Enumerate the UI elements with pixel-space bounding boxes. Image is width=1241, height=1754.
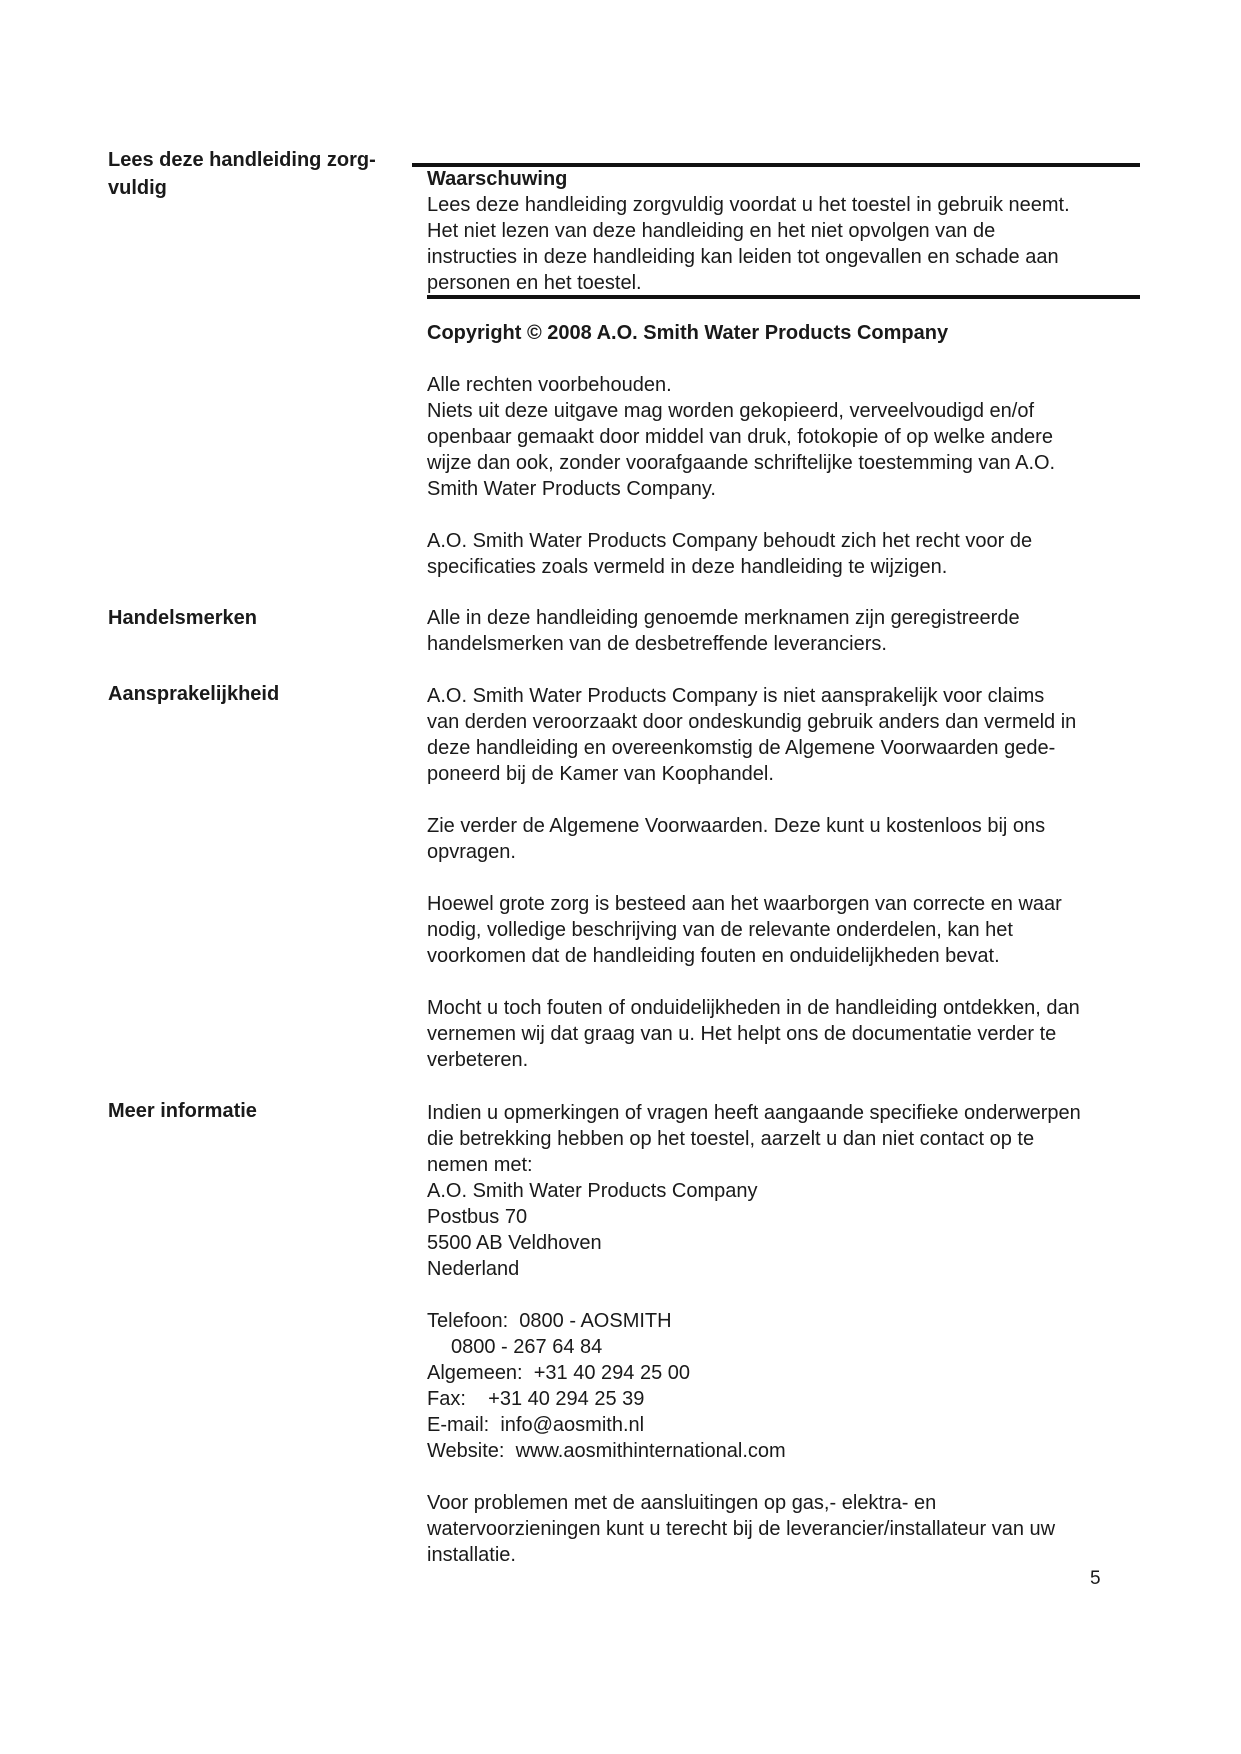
trademarks-line: handelsmerken van de desbetreffende leveranciers. — [427, 633, 887, 655]
contact-website — [427, 1438, 1137, 1464]
website-link[interactable]: www.aosmithinternational.com — [515, 1440, 786, 1462]
liability-line: poneerd bij de Kamer van Koophandel. — [427, 763, 774, 785]
phone-number[interactable]: +31 40 294 25 00 — [533, 1362, 691, 1384]
more-info-final-line: Voor problemen met de aansluitingen op gas,- elektra- en — [427, 1492, 937, 1514]
contact-label: Website: — [427, 1440, 505, 1462]
warning-title: Waarschuwing — [427, 168, 568, 190]
liability-line: nodig, volledige beschrijving van de relevante onderdelen, kan het — [427, 919, 1013, 941]
contact-email — [427, 1412, 1137, 1438]
trademarks-line: Alle in deze handleiding genoemde merknamen zijn geregistreerde — [427, 607, 1020, 629]
contact-fax — [427, 1386, 1137, 1412]
warning-line: instructies in deze handleiding kan leiden tot ongevallen en schade aan — [427, 246, 1059, 268]
address-line: Postbus 70 — [427, 1206, 528, 1228]
liability-line: verbeteren. — [427, 1049, 529, 1071]
liability-line: opvragen. — [427, 841, 516, 863]
section-title-line: vuldig — [108, 177, 167, 199]
liability-line: Mocht u toch fouten of onduidelijkheden in de handleiding ontdekken, dan — [427, 997, 1080, 1019]
fax-number: +31 40 294 25 39 — [488, 1388, 645, 1410]
section-title-read-manual — [108, 146, 376, 202]
more-info-block — [427, 1100, 1137, 1568]
section-title-trademarks: Handelsmerken — [108, 607, 257, 629]
copyright-line: Smith Water Products Company. — [427, 478, 716, 500]
liability-line: voorkomen dat de handleiding fouten en onduidelijkheden bevat. — [427, 945, 1000, 967]
contact-label: Algemeen: — [427, 1362, 523, 1384]
liability-block — [427, 683, 1137, 1073]
section-title-more-info: Meer informatie — [108, 1100, 257, 1122]
copyright-block — [427, 320, 1137, 580]
warning-bottom-rule — [427, 295, 1140, 299]
copyright-change-line: specificaties zoals vermeld in deze handleiding te wijzigen. — [427, 556, 948, 578]
contact-general — [427, 1360, 1137, 1386]
page-number: 5 — [1090, 1568, 1101, 1589]
warning-block — [427, 166, 1137, 296]
phone-number[interactable]: 0800 - 267 64 84 — [451, 1336, 603, 1358]
contact-label: Telefoon: — [427, 1310, 509, 1332]
copyright-rights: Alle rechten voorbehouden. — [427, 374, 672, 396]
more-info-line: die betrekking hebben op het toestel, aarzelt u dan niet contact op te — [427, 1128, 1035, 1150]
warning-line: Het niet lezen van deze handleiding en het niet opvolgen van de — [427, 220, 996, 242]
liability-line: A.O. Smith Water Products Company is niet aansprakelijk voor claims — [427, 685, 1045, 707]
warning-line: personen en het toestel. — [427, 272, 642, 294]
copyright-line: Niets uit deze uitgave mag worden gekopieerd, verveelvoudigd en/of — [427, 400, 1035, 422]
more-info-final-line: installatie. — [427, 1544, 516, 1566]
contact-phone-alt — [427, 1334, 1137, 1360]
warning-line: Lees deze handleiding zorgvuldig voordat u het toestel in gebruik neemt. — [427, 194, 1070, 216]
copyright-line: wijze dan ook, zonder voorafgaande schriftelijke toestemming van A.O. — [427, 452, 1056, 474]
copyright-line: openbaar gemaakt door middel van druk, fotokopie of op welke andere — [427, 426, 1053, 448]
contact-phone — [427, 1308, 1137, 1334]
more-info-line: nemen met: — [427, 1154, 533, 1176]
contact-label: E-mail: — [427, 1414, 490, 1436]
liability-line: van derden veroorzaakt door ondeskundig gebruik anders dan vermeld in — [427, 711, 1077, 733]
section-title-liability: Aansprakelijkheid — [108, 683, 280, 705]
address-line: A.O. Smith Water Products Company — [427, 1180, 758, 1202]
liability-line: Hoewel grote zorg is besteed aan het waarborgen van correcte en waar — [427, 893, 1062, 915]
address-line: 5500 AB Veldhoven — [427, 1232, 602, 1254]
liability-line: deze handleiding en overeenkomstig de Algemene Voorwaarden gede- — [427, 737, 1056, 759]
copyright-change-line: A.O. Smith Water Products Company behoudt zich het recht voor de — [427, 530, 1033, 552]
copyright-title: Copyright © 2008 A.O. Smith Water Products Company — [427, 322, 949, 344]
liability-line: Zie verder de Algemene Voorwaarden. Deze kunt u kostenloos bij ons — [427, 815, 1046, 837]
email-link[interactable]: info@aosmith.nl — [500, 1414, 645, 1436]
address-line: Nederland — [427, 1258, 520, 1280]
more-info-final-line: watervoorzieningen kunt u terecht bij de leverancier/installateur van uw — [427, 1518, 1056, 1540]
liability-line: vernemen wij dat graag van u. Het helpt ons de documentatie verder te — [427, 1023, 1057, 1045]
trademarks-block — [427, 605, 1137, 657]
phone-number[interactable]: 0800 - AOSMITH — [519, 1310, 672, 1332]
more-info-line: Indien u opmerkingen of vragen heeft aangaande specifieke onderwerpen — [427, 1102, 1081, 1124]
section-title-line: Lees deze handleiding zorg- — [108, 149, 376, 171]
contact-label: Fax: — [427, 1388, 466, 1410]
